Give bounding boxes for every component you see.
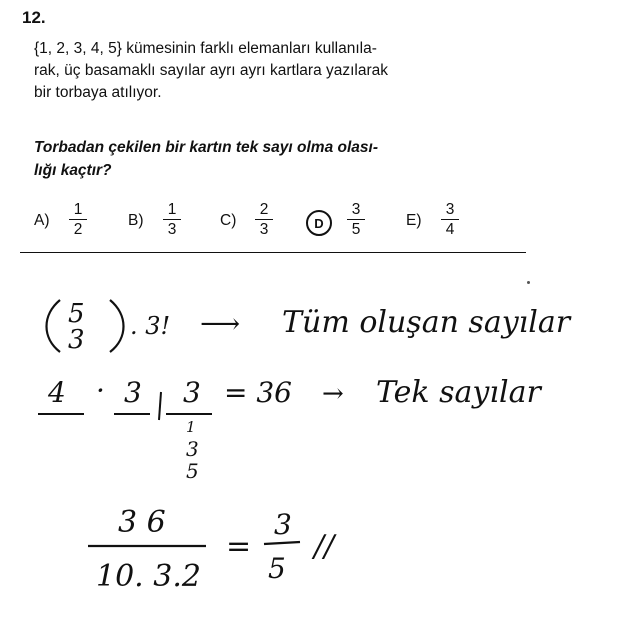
stem-line: bir torbaya atılıyor. <box>34 84 162 101</box>
fraction-denominator: 3 <box>167 221 177 238</box>
factorial-term: . 3! <box>130 312 171 340</box>
caption-odd-numbers: Tek sayılar <box>376 375 541 410</box>
fraction-denominator-product: 10. 3.2 <box>96 559 201 594</box>
odd-option: 1 <box>186 418 196 436</box>
question-number: 12. <box>22 8 46 27</box>
fraction-numerator: 1 <box>73 201 83 218</box>
result-denominator: 5 <box>268 552 286 585</box>
result-36: = 36 <box>224 376 292 409</box>
fraction-denominator: 2 <box>73 221 83 238</box>
binom-bottom: 3 <box>68 325 85 355</box>
fraction-denominator: 4 <box>445 221 455 238</box>
fraction-numerator: 3 <box>445 201 455 218</box>
arrow-icon: → <box>322 379 344 409</box>
binom-left-paren <box>47 300 61 352</box>
slot-tens: 3 <box>124 376 142 409</box>
equals-sign: = <box>226 529 252 564</box>
result-fraction-bar <box>264 542 300 544</box>
prompt-line: lığı kaçtır? <box>34 162 112 179</box>
multiply-dot: · <box>96 374 105 407</box>
stem-line: {1, 2, 3, 4, 5} kümesinin farklı elemanları kullanıla- <box>34 40 377 57</box>
fraction-numerator: 3 <box>351 201 361 218</box>
stem-line: rak, üç basamaklı sayılar ayrı ayrı kartlara yazılarak <box>34 62 389 79</box>
fraction-numerator: 1 <box>167 201 177 218</box>
slot-hundreds: 4 <box>48 376 66 409</box>
odd-option: 5 <box>186 459 199 483</box>
arrow-icon: ⟶ <box>200 307 241 340</box>
final-answer-mark: // <box>314 529 335 564</box>
choice-letter: A) <box>34 212 50 229</box>
result-numerator: 3 <box>274 508 292 541</box>
choice-letter: B) <box>128 212 144 229</box>
choice-letter: E) <box>406 212 422 229</box>
binom-top: 5 <box>68 299 85 329</box>
fraction-numerator: 2 <box>259 201 269 218</box>
fraction-numerator-36: 3 6 <box>118 505 166 540</box>
caption-all-numbers: Tüm oluşan sayılar <box>282 305 571 340</box>
slot-units: 3 <box>183 376 201 409</box>
fraction-denominator: 5 <box>351 221 361 238</box>
marked-answer-circle-icon: D <box>306 210 332 236</box>
choice-letter: C) <box>220 212 237 229</box>
separator-bar <box>159 392 161 420</box>
prompt-line: Torbadan çekilen bir kartın tek sayı olma olası- <box>34 139 378 156</box>
fraction-denominator: 3 <box>259 221 269 238</box>
binom-right-paren <box>110 300 124 352</box>
odd-option: 3 <box>186 437 199 461</box>
